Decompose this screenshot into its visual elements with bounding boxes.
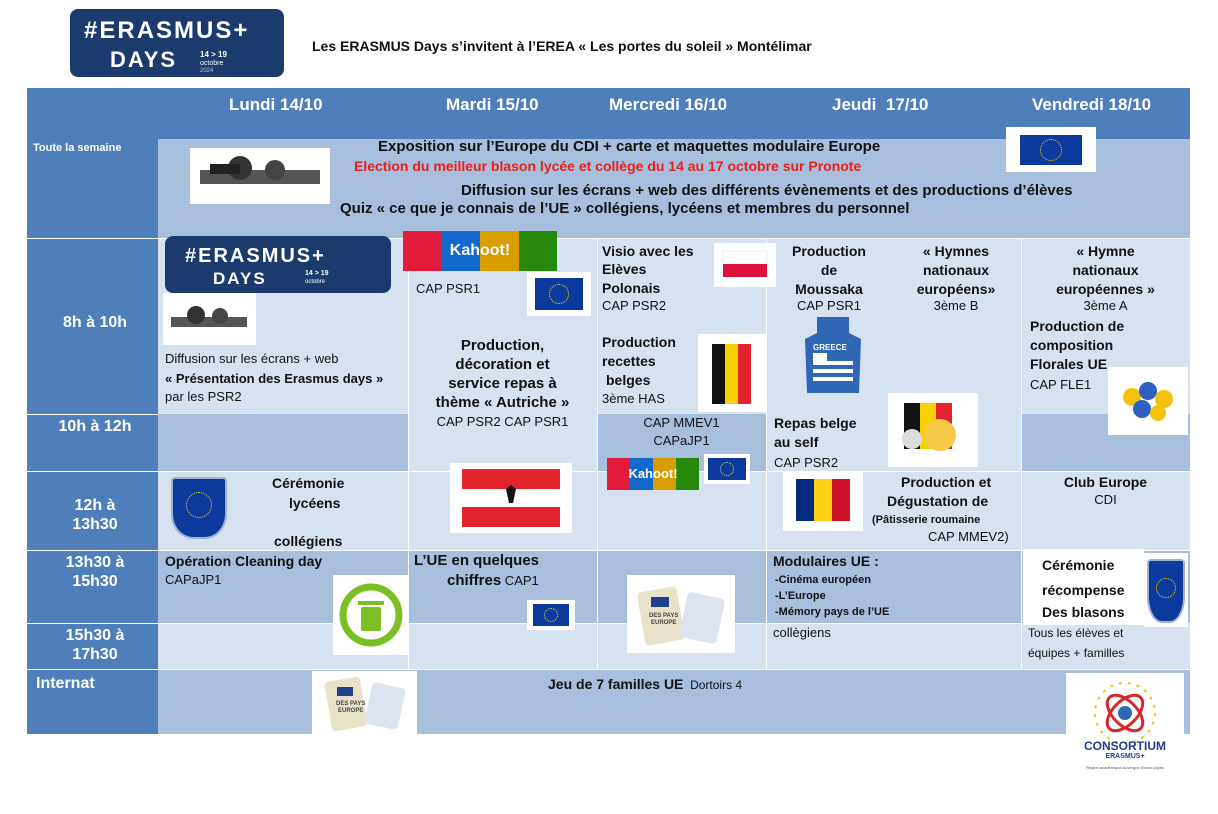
film-reel-image [190, 148, 330, 204]
thu-hymnes-line2: nationaux [922, 262, 990, 278]
greece-label: GREECE [813, 343, 847, 352]
tue-ue-line1: L’UE en quelques [414, 552, 540, 569]
cards-label-2: EUROPE [338, 708, 364, 714]
eu-shield-icon [171, 477, 227, 539]
logo-line2: DAYS [213, 269, 267, 288]
poland-flag-image [714, 243, 776, 287]
thu-belge-line1: Repas belge [774, 415, 857, 431]
thu-modul-who: collègiens [773, 625, 831, 640]
card-game-image [627, 575, 735, 653]
consortium-tiny: Région académique Auvergne Rhône-Alpes [1086, 765, 1164, 770]
logo-month: octobre [305, 279, 326, 285]
fri-floral-line1: Production de [1030, 318, 1125, 334]
austria-flag-icon [450, 463, 572, 533]
thu-degust-line1: Production et [901, 474, 992, 490]
greece-apron-image [803, 313, 863, 395]
wed-recettes-line1: Production [602, 334, 676, 350]
film-reel-icon [190, 148, 330, 204]
thu-hymnes-line3: européens» [916, 281, 996, 297]
eu-flag-image [1006, 127, 1096, 172]
divider [597, 238, 598, 669]
cards-label-1: DES PAYS [649, 613, 679, 619]
week-line1: Exposition sur l’Europe du CDI + carte et maquettes modulaire Europe [378, 138, 881, 155]
wed-recettes-line3: belges [606, 372, 651, 388]
flower-bouquet-image [1108, 367, 1188, 435]
eu-flag-icon [1020, 135, 1082, 165]
flower-bouquet-icon [1108, 367, 1188, 435]
mon-diffusion: Diffusion sur les écrans + web [165, 351, 339, 366]
row-label-internat: Internat [36, 675, 95, 692]
fri-hymne-line1: « Hymne [1076, 243, 1135, 259]
consortium-sub: ERASMUS+ [1105, 753, 1145, 760]
thu-moussaka-line1: Production [792, 243, 866, 259]
fri-rec-line2: récompense [1042, 582, 1125, 598]
consortium-title: CONSORTIUM [1084, 739, 1166, 753]
kahoot-label: Kahoot! [449, 242, 511, 259]
tue-production-line3: service repas à [448, 375, 557, 392]
fri-hymne-line3: européennes » [1056, 281, 1155, 297]
tue-production-line4: thème « Autriche » [435, 394, 570, 411]
fri-hymne-class: 3ème A [1083, 298, 1128, 313]
mon-cleaning-class: CAPaJP1 [165, 572, 222, 587]
thu-degust-line4: CAP MMEV2) [928, 529, 1009, 544]
wed-visio-line1: Visio avec les [602, 243, 694, 259]
thu-belge-line2: au self [774, 434, 819, 450]
tue-ue-class: CAP1 [501, 573, 539, 588]
fri-rec-who-1: Tous les élèves et [1028, 626, 1124, 640]
kahoot-logo [607, 458, 699, 490]
internat-text [548, 676, 742, 694]
film-reel-icon [163, 293, 256, 345]
fri-hymne-line2: nationaux [1072, 262, 1139, 278]
austria-flag-image [450, 463, 572, 533]
divider [766, 238, 767, 669]
thu-moussaka-class: CAP PSR1 [796, 298, 862, 313]
thu-moussaka-line2: de [820, 262, 838, 278]
fri-rec-line3: Des blasons [1042, 604, 1125, 620]
row-10h-mon [158, 414, 408, 471]
fri-club: Club Europe [1063, 474, 1148, 490]
eu-flag-image [527, 272, 591, 316]
row-label-10h: 10h à 12h [58, 418, 132, 435]
mon-par: par les PSR2 [165, 389, 242, 404]
week-line3: Diffusion sur les écrans + web des différents évènements et des productions d’élèves [461, 182, 1073, 199]
card-game-icon [627, 575, 735, 653]
logo-line1: #ERASMUS+ [84, 17, 250, 44]
divider [27, 623, 1190, 624]
wed-visio-class: CAP PSR2 [602, 298, 667, 313]
eu-shield-image [1144, 553, 1188, 627]
belgian-cartoon-image [888, 393, 978, 467]
mon-ceremonie-line2: lycéens [289, 495, 341, 511]
logo-line2: DAYS [110, 47, 178, 72]
row-label-8h: 8h à 10h [62, 314, 128, 331]
mon-presentation-text [165, 370, 395, 406]
kahoot-label: Kahoot! [628, 466, 678, 481]
day-tuesday: Mardi 15/10 [446, 95, 539, 114]
thu-modul-1: -Cinéma européen [775, 574, 871, 586]
film-reel-image-small [163, 293, 256, 345]
day-friday: Vendredi 18/10 [1032, 95, 1152, 114]
wed-visio-line2: Elèves [602, 261, 647, 277]
day-wednesday: Mercredi 16/10 [609, 95, 728, 114]
day-thursday: Jeudi 17/10 [832, 95, 929, 114]
belgium-flag-icon [698, 334, 766, 412]
mon-presentation: « Présentation des Erasmus days » [165, 371, 384, 386]
erasmus-days-logo [70, 9, 284, 77]
tue-production-line2: décoration et [455, 356, 550, 373]
fri-rec-line1: Cérémonie [1042, 557, 1115, 573]
eu-shield-icon [1147, 559, 1185, 623]
wed-visio-line3: Polonais [602, 280, 661, 296]
eu-flag-icon [535, 278, 583, 310]
eu-flag-image [527, 600, 575, 630]
thu-modul-2: -L’Europe [775, 590, 826, 602]
fri-floral-class: CAP FLE1 [1030, 377, 1092, 392]
row-label-12h: 12h à 13h30 [72, 497, 118, 533]
page-title: Les ERASMUS Days s’invitent à l’EREA « Les portes du soleil » Montélimar [312, 38, 812, 54]
thu-hymnes-class: 3ème B [933, 298, 979, 313]
fri-floral-line3: Florales UE [1030, 356, 1108, 372]
greece-apron-icon [803, 313, 863, 395]
erasmus-days-logo-small [165, 236, 391, 293]
fri-club-where: CDI [1094, 492, 1117, 507]
tue-ue-chiffres: chiffres [447, 572, 502, 589]
poland-flag-icon [714, 243, 776, 287]
thu-hymnes-line1: « Hymnes [922, 243, 990, 259]
cards-label-2: EUROPE [651, 620, 677, 626]
divider [27, 669, 1190, 670]
kahoot-logo [403, 231, 557, 271]
tue-ue-line2 [447, 572, 539, 590]
fri-rec-who-2: équipes + familles [1028, 646, 1125, 660]
recycle-bin-image [333, 575, 409, 655]
trash-bin-icon [333, 575, 409, 655]
row-label-15h: 15h30 à 17h30 [65, 627, 125, 663]
row-label-13h: 13h30 à 15h30 [65, 554, 125, 590]
internat-dortoirs: Dortoirs 4 [683, 678, 743, 692]
romania-flag-image [783, 471, 863, 531]
eu-flag-icon [708, 458, 746, 480]
tue-production-class: CAP PSR2 CAP PSR1 [436, 414, 569, 429]
thu-belge-class: CAP PSR2 [774, 455, 839, 470]
internat-jeu: Jeu de 7 familles UE [548, 676, 684, 692]
consortium-logo [1066, 673, 1184, 793]
mon-ceremonie-line1: Cérémonie [272, 475, 345, 491]
wed-capajp1: CAPaJP1 [653, 433, 710, 448]
row-label-week: Toute la semaine [33, 142, 122, 154]
thu-degust-line2: Dégustation de [887, 493, 989, 509]
tue-production-line1: Production, [460, 337, 545, 354]
wed-recettes-line2: recettes [602, 353, 656, 369]
logo-line1: #ERASMUS+ [185, 245, 326, 267]
fri-floral-line2: composition [1030, 337, 1114, 353]
wed-recettes-class: 3ème HAS [602, 391, 665, 406]
mon-cleaning: Opération Cleaning day [165, 553, 323, 569]
eu-flag-image [704, 454, 750, 484]
logo-dates: 14 > 19 [200, 50, 227, 59]
wed-mmev1: CAP MMEV1 [643, 415, 720, 430]
card-game-image [312, 671, 417, 737]
week-line2: Election du meilleur blason lycée et collège du 14 au 17 octobre sur Pronote [354, 158, 862, 174]
week-line4: Quiz « ce que je connais de l’UE » collégiens, lycéens et membres du personnel [340, 200, 910, 217]
tue-kahoot-class: CAP PSR1 [416, 281, 481, 296]
belgium-cartoon-icon [888, 393, 978, 467]
belgian-apron-image [698, 334, 766, 412]
divider [27, 414, 158, 415]
thu-modul-title: Modulaires UE : [773, 553, 879, 569]
eu-flag-icon [533, 604, 569, 626]
mon-ceremonie-line3: collégiens [274, 533, 343, 549]
cards-label-1: DES PAYS [336, 701, 366, 707]
divider [27, 550, 1190, 551]
logo-month: octobre [200, 60, 224, 67]
thu-degust-line3: (Pâtisserie roumaine [872, 514, 981, 526]
day-monday: Lundi 14/10 [229, 95, 323, 114]
romania-flag-icon [783, 471, 863, 531]
logo-dates: 14 > 19 [305, 270, 329, 277]
thu-moussaka-line3: Moussaka [795, 281, 863, 297]
logo-year: 2024 [200, 68, 214, 74]
thu-modul-3: -Mémory pays de l’UE [775, 606, 890, 618]
